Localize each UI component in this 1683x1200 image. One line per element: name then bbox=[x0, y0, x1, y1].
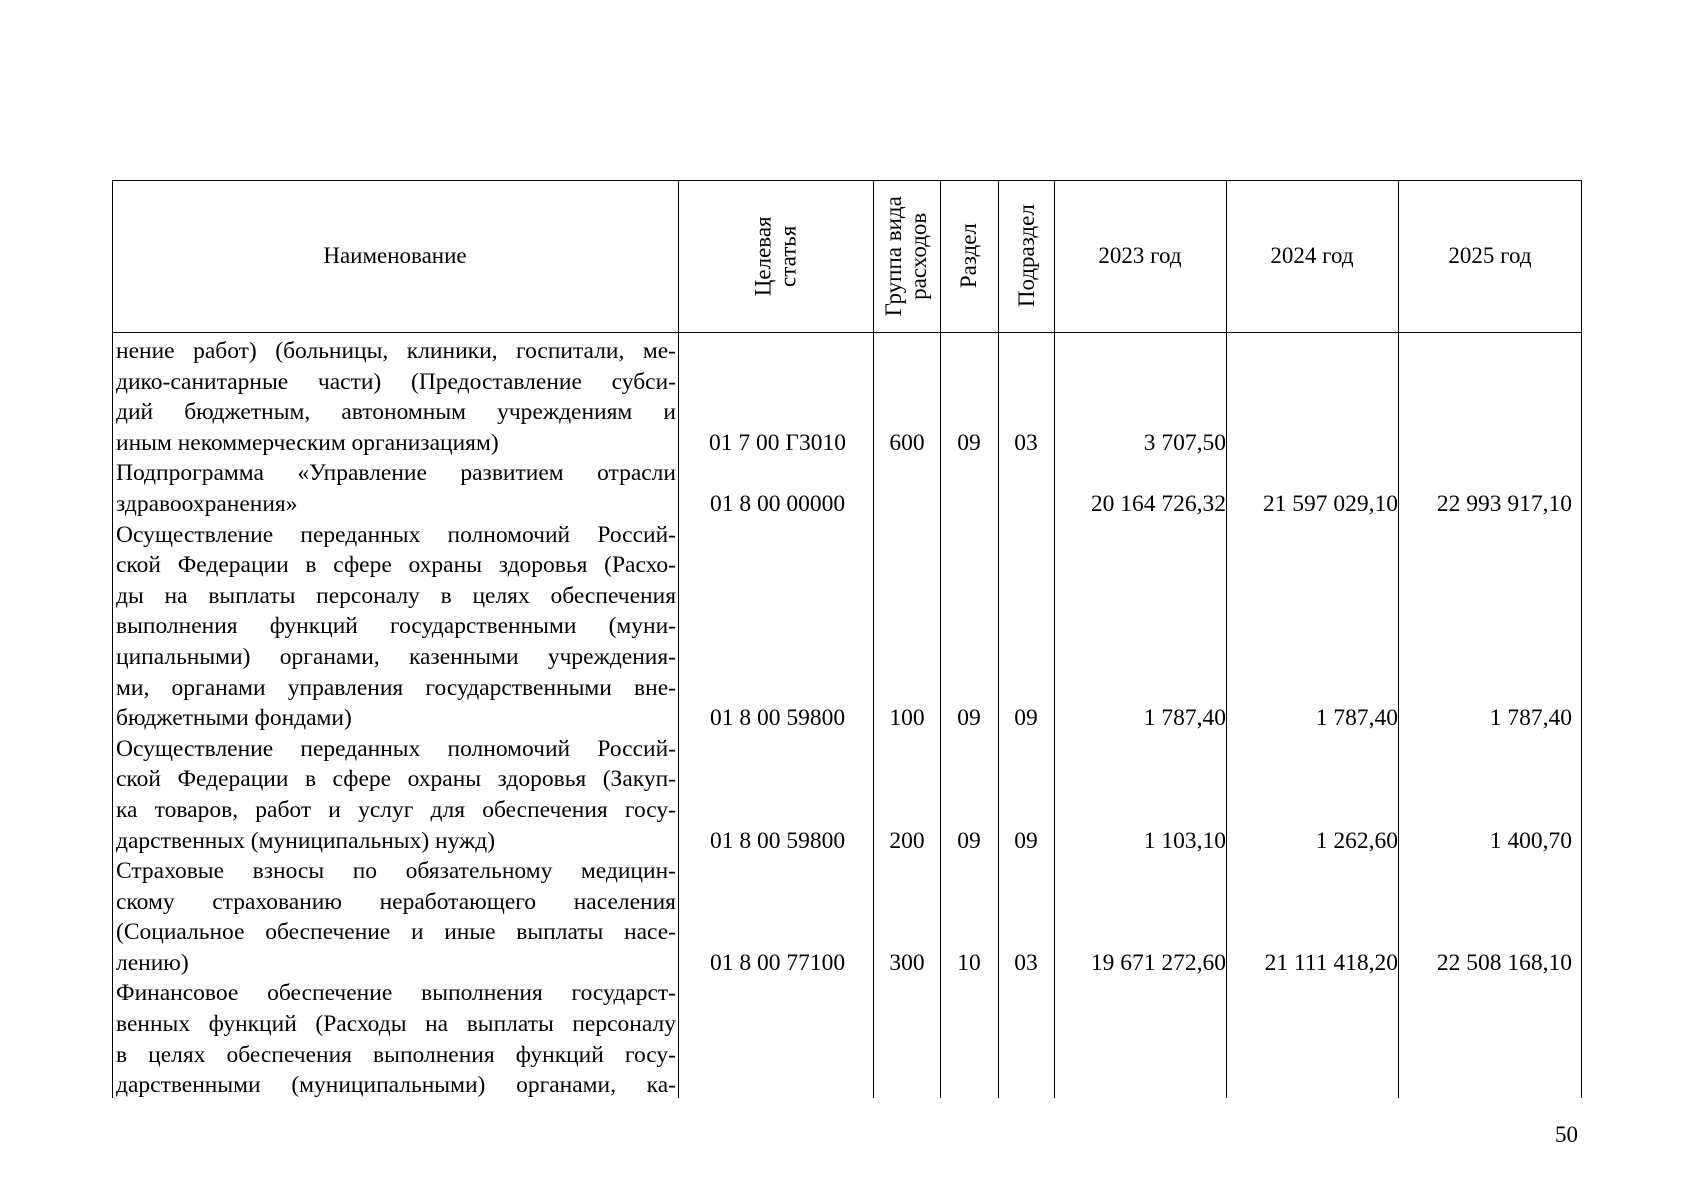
name-line: ской Федерации в сфере охраны здоровья (Расхо- bbox=[116, 552, 676, 579]
name-line: Подпрограмма «Управление развитием отрасли bbox=[116, 460, 676, 487]
name-line: дико-санитарные части) (Предоставление субси- bbox=[116, 368, 676, 395]
name-line: выполнения функций государственными (муни- bbox=[116, 613, 676, 640]
cell-target-article: 01 7 00 Г3010 bbox=[709, 429, 846, 456]
cell-year-2023: 3 707,50 bbox=[1143, 429, 1226, 456]
name-line: дарственных (муниципальных) нужд) bbox=[116, 827, 496, 854]
name-line: иным некоммерческим организациям) bbox=[116, 429, 499, 456]
cell-expense-group: 100 bbox=[889, 705, 925, 732]
cell-subsection: 03 bbox=[1014, 429, 1038, 456]
cell-subsection: 09 bbox=[1014, 705, 1038, 732]
name-line: Страховые взносы по обязательному медицин- bbox=[116, 858, 676, 885]
cell-section: 09 bbox=[957, 827, 981, 854]
cell-year-2025: 1 400,70 bbox=[1489, 827, 1572, 854]
name-line: венных функций (Расходы на выплаты персоналу bbox=[116, 1011, 676, 1038]
header-year-2025: 2025 год bbox=[1448, 243, 1532, 269]
name-line: ды на выплаты персоналу в целях обеспечения bbox=[116, 582, 676, 609]
name-line: скому страхованию неработающего населения bbox=[116, 888, 676, 915]
cell-target-article: 01 8 00 00000 bbox=[709, 491, 846, 517]
cell-section: 09 bbox=[957, 429, 981, 456]
header-year-2023: 2023 год bbox=[1098, 243, 1182, 269]
cell-target-article: 01 8 00 77100 bbox=[709, 950, 846, 976]
cell-expense-group: 600 bbox=[889, 429, 925, 456]
header-group-line2: расходов bbox=[906, 212, 932, 300]
name-line: Осуществление переданных полномочий Россий- bbox=[116, 735, 676, 762]
name-line: бюджетными фондами) bbox=[116, 705, 352, 732]
name-line: дарственными (муниципальными) органами, ка- bbox=[116, 1072, 676, 1099]
page-number: 50 bbox=[1555, 1122, 1578, 1147]
cell-expense-group: 200 bbox=[889, 827, 925, 854]
cell-year-2024: 21 111 418,20 bbox=[1264, 950, 1398, 976]
cell-year-2024: 21 597 029,10 bbox=[1262, 491, 1398, 517]
cell-year-2025: 1 787,40 bbox=[1489, 705, 1572, 732]
header-target-line1: Целевая bbox=[750, 216, 776, 296]
cell-year-2024: 1 787,40 bbox=[1315, 705, 1398, 732]
name-line: Финансовое обеспечение выполнения государст- bbox=[116, 980, 676, 1007]
header-group-line1: Группа вида bbox=[881, 195, 907, 317]
name-line: ми, органами управления государственными вне- bbox=[116, 674, 676, 701]
name-line: ципальными) органами, казенными учреждения- bbox=[116, 643, 676, 670]
name-column-text bbox=[116, 336, 676, 1101]
name-line: ка товаров, работ и услуг для обеспечения госу- bbox=[116, 796, 676, 823]
header-section: Раздел bbox=[956, 223, 982, 289]
cell-target-article: 01 8 00 59800 bbox=[709, 705, 846, 732]
name-line: нение работ) (больницы, клиники, госпитали, ме- bbox=[116, 338, 676, 364]
header-separator bbox=[112, 332, 1582, 333]
cell-target-article: 01 8 00 59800 bbox=[709, 827, 846, 854]
cell-year-2024: 1 262,60 bbox=[1315, 827, 1398, 854]
header-target-line2: статья bbox=[775, 225, 801, 287]
name-line: (Социальное обеспечение и иные выплаты насе- bbox=[116, 919, 676, 946]
header-expense-group bbox=[873, 180, 940, 332]
cell-year-2023: 1 787,40 bbox=[1143, 705, 1226, 732]
header-year-2024: 2024 год bbox=[1270, 243, 1354, 269]
name-line: дий бюджетным, автономным учреждениям и bbox=[116, 399, 676, 426]
cell-expense-group: 300 bbox=[889, 950, 925, 976]
cell-year-2025: 22 993 917,10 bbox=[1436, 491, 1572, 517]
header-name: Наименование bbox=[323, 243, 467, 269]
name-line: лению) bbox=[116, 949, 189, 976]
header-subsection: Подраздел bbox=[1013, 204, 1039, 308]
cell-year-2025: 22 508 168,10 bbox=[1436, 950, 1572, 976]
name-line: здравоохранения» bbox=[116, 490, 298, 517]
name-line: в целях обеспечения выполнения функций госу- bbox=[116, 1041, 676, 1068]
cell-year-2023: 1 103,10 bbox=[1143, 827, 1226, 854]
cell-year-2023: 20 164 726,32 bbox=[1090, 491, 1226, 517]
name-line: Осуществление переданных полномочий Россий- bbox=[116, 521, 676, 548]
name-line: ской Федерации в сфере охраны здоровья (Закуп- bbox=[116, 766, 676, 793]
cell-subsection: 03 bbox=[1014, 950, 1038, 976]
cell-subsection: 09 bbox=[1014, 827, 1038, 854]
header-target-article bbox=[678, 180, 873, 332]
cell-section: 10 bbox=[957, 950, 981, 976]
cell-year-2023: 19 671 272,60 bbox=[1090, 950, 1226, 976]
cell-section: 09 bbox=[957, 705, 981, 732]
